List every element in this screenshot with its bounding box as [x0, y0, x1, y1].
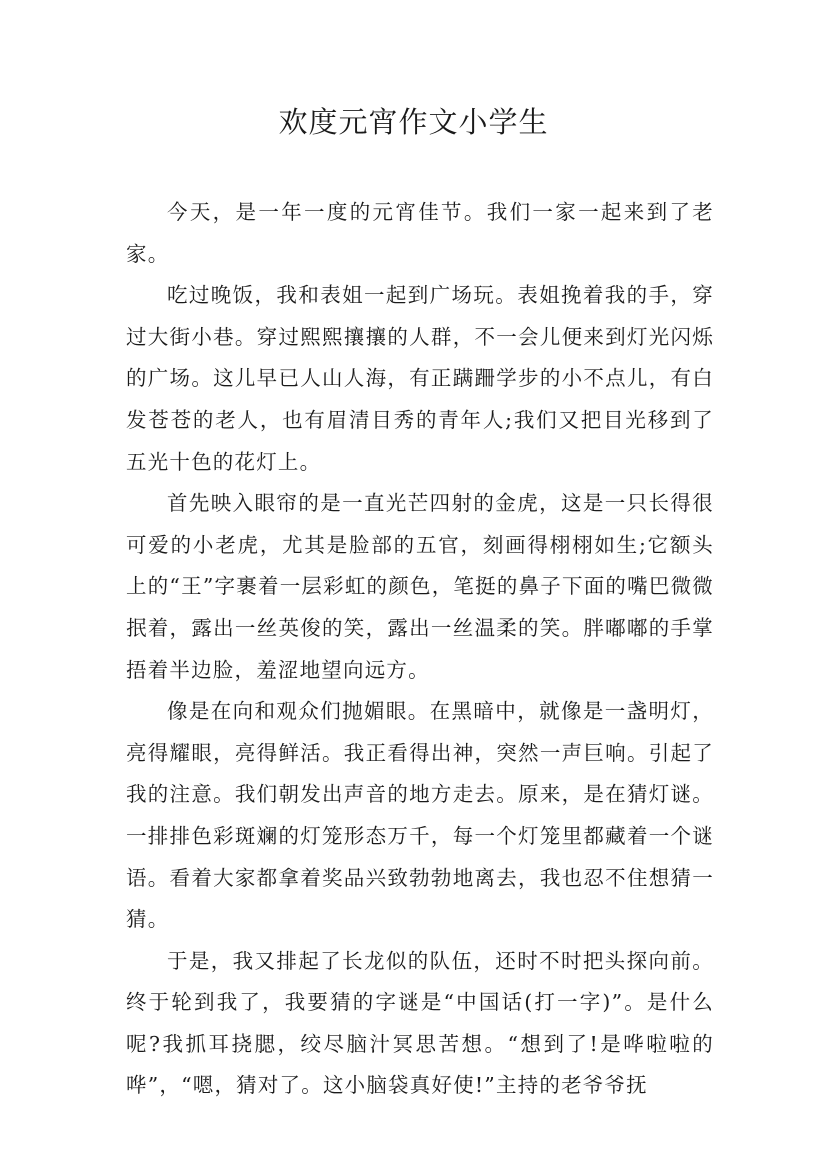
document-title: 欢度元宵作文小学生: [278, 105, 549, 139]
document-body: [126, 192, 714, 1107]
paragraph: 吃过晚饭，我和表姐一起到广场玩。表姐挽着我的手，穿过大街小巷。穿过熙熙攘攘的人群，不一会儿便来到灯光闪烁的广场。这儿早已人山人海，有正蹒跚学步的小不点儿，有白发苍苍的老人，也有眉清目秀的青年人;我们又把目光移到了五光十色的花灯上。: [126, 283, 714, 474]
paragraph: 首先映入眼帘的是一直光芒四射的金虎，这是一只长得很可爱的小老虎，尤其是脸部的五官，刻画得栩栩如生;它额头上的“王”字裹着一层彩虹的颜色，笔挺的鼻子下面的嘴巴微微抿着，露出一丝英俊的笑，露出一丝温柔的笑。胖嘟嘟的手掌捂着半边脸，羞涩地望向远方。: [126, 491, 714, 682]
paragraph: 于是，我又排起了长龙似的队伍，还时不时把头探向前。终于轮到我了，我要猜的字谜是“中国话(打一字)”。是什么呢?我抓耳挠腮，绞尽脑汁冥思苦想。“想到了!是哗啦啦的哗”，“嗯，猜对了。这小脑袋真好使!”主持的老爷爷抚: [126, 948, 714, 1098]
paragraph: 像是在向和观众们抛媚眼。在黑暗中，就像是一盏明灯，亮得耀眼，亮得鲜活。我正看得出神，突然一声巨响。引起了我的注意。我们朝发出声音的地方走去。原来，是在猜灯谜。一排排色彩斑斓的灯笼形态万千，每一个灯笼里都藏着一个谜语。看着大家都拿着奖品兴致勃勃地离去，我也忍不住想猜一猜。: [126, 699, 714, 932]
paragraph: 今天，是一年一度的元宵佳节。我们一家一起来到了老家。: [126, 200, 714, 266]
